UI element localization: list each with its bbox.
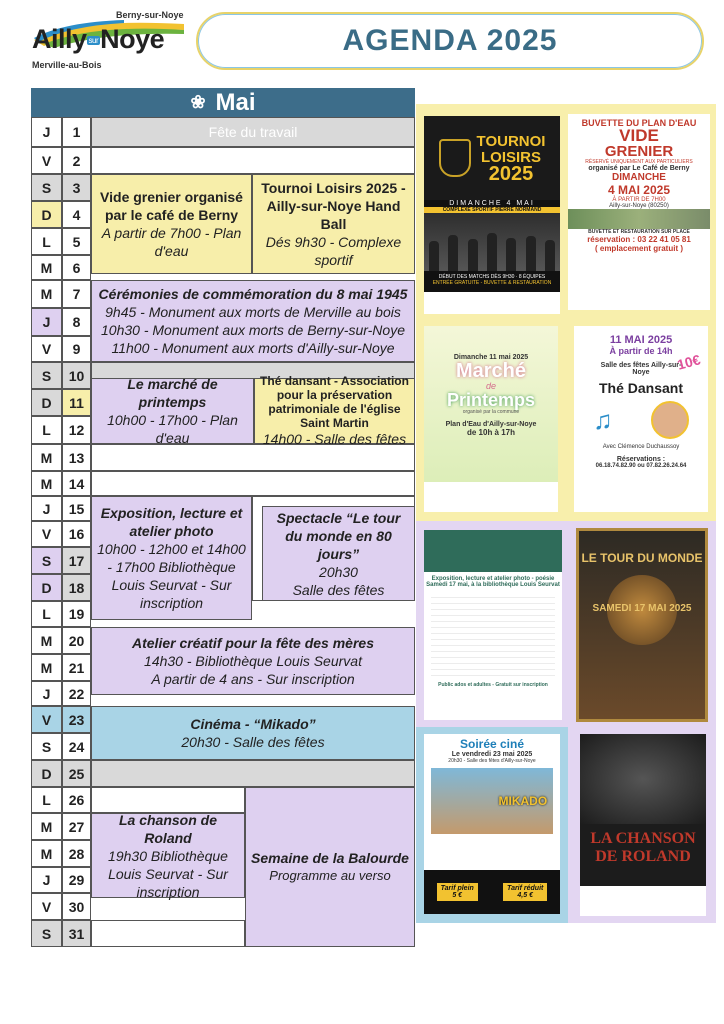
poster-text: Ailly-sur-Noye (80250): [609, 203, 669, 209]
lily-of-the-valley-icon: ❀: [190, 92, 206, 112]
poster-text: BUVETTE ET RESTAURATION SUR PLACE: [588, 229, 690, 235]
poster-tournoi[interactable]: TOURNOI LOISIRS 2025 DIMANCHE 4 MAI COMPLEXE SPORTIF PIERRE NORMAND DÉBUT DES MATCHS DÈS 9H30 · 8 ÉQUIPES ENTRÉE GRATUITE - BUVETTE & RESTAURATION: [424, 116, 560, 314]
poster-illustration: [574, 396, 708, 444]
event-line-2: A partir de 4 ans - Sur inscription: [151, 671, 355, 687]
poster-text: 5 €: [452, 892, 463, 899]
day-number: 23: [62, 706, 91, 733]
day-letter: J: [31, 681, 62, 706]
poster-text: À PARTIR DE 7H00: [612, 197, 666, 203]
event-detail: 10h00 - 17h00 - Plan d'eau: [107, 412, 238, 446]
poster-text: Avec Clémence Duchaussoy: [602, 444, 680, 450]
poster-text: TOURNOI: [476, 133, 546, 150]
poster-text: Soirée ciné: [459, 737, 525, 751]
poster-cinema[interactable]: [424, 734, 560, 914]
event-ceremonies: [91, 280, 415, 362]
poster-text-block: [431, 592, 555, 678]
day-letter: V: [31, 521, 62, 547]
poster-text: 4,5 €: [517, 892, 533, 899]
poster-text: Public ados et adultes - Gratuit sur inscription: [438, 682, 548, 688]
day-number: 11: [62, 389, 91, 416]
poster-text: organisé par la commune: [462, 409, 520, 415]
poster-text: Le vendredi 23 mai 2025: [451, 751, 533, 758]
poster-text: 11 MAI 2025: [609, 334, 673, 346]
poster-the-dansant[interactable]: [574, 326, 708, 512]
event-title: Atelier créatif pour la fête des mères: [132, 635, 374, 651]
poster-text: Salle des fêtes Ailly-sur-Noye: [600, 362, 682, 376]
event-the-dansant: [254, 374, 415, 447]
day-letter: S: [31, 362, 62, 389]
event-detail: 20h30 - Salle des fêtes: [181, 734, 325, 750]
day-letter: L: [31, 787, 62, 813]
day-letter: M: [31, 654, 62, 681]
row-day-26: [91, 787, 245, 813]
event-fete-travail: Fête du travail: [208, 124, 298, 140]
row-day-31: [91, 920, 245, 947]
day-letter: S: [31, 733, 62, 760]
day-letter: D: [31, 574, 62, 601]
event-tournoi: [252, 174, 415, 274]
poster-text: Printemps: [446, 390, 536, 410]
event-detail: Programme au verso: [269, 868, 391, 883]
event-detail: A partir de 7h00 - Plan d'eau: [101, 225, 242, 259]
day-number: 22: [62, 681, 91, 706]
poster-marche[interactable]: [424, 326, 558, 512]
day-number: 30: [62, 893, 91, 920]
day-letter: M: [31, 813, 62, 840]
day-letter: S: [31, 920, 62, 947]
page-title-box: [196, 12, 704, 70]
poster-text: 2025: [488, 163, 534, 185]
day-number: 21: [62, 654, 91, 681]
row-day-2: [91, 147, 415, 174]
event-detail: 14h00 - Salle des fêtes: [262, 431, 407, 447]
event-line-2: 10h30 - Monument aux morts de Berny-sur-Noye: [101, 322, 405, 338]
poster-vide-grenier[interactable]: [568, 114, 710, 310]
poster-text: LOISIRS: [480, 149, 541, 166]
poster-text: DIMANCHE: [612, 172, 666, 183]
poster-text: Plan d'Eau d'Ailly-sur-Noye: [445, 421, 537, 428]
day-number: 26: [62, 787, 91, 813]
day-letter: J: [31, 308, 62, 336]
poster-text: 4 MAI 2025: [607, 183, 671, 197]
poster-text: VIDE: [619, 126, 659, 145]
poster-text: 06.18.74.82.90 ou 07.82.26.24.64: [595, 463, 687, 469]
poster-text: COMPLEXE SPORTIF PIERRE NORMAND: [424, 207, 560, 213]
logo-name: Ailly surNoye: [32, 24, 165, 54]
day-number: 5: [62, 228, 91, 255]
poster-text: organisé par Le Café de Berny: [588, 165, 690, 172]
day-number: 10: [62, 362, 91, 389]
day-letter: M: [31, 280, 62, 308]
event-chanson: [91, 813, 245, 898]
poster-text: DÉBUT DES MATCHS DÈS 9H30: [438, 274, 515, 280]
event-title: Thé dansant - Association pour la préservation patrimoniale de l'église Saint Martin: [260, 374, 409, 430]
day-letter: J: [31, 496, 62, 521]
poster-tour-du-monde[interactable]: [576, 528, 708, 722]
event-marche: [91, 378, 254, 444]
poster-text: DIMANCHE 4 MAI: [449, 200, 535, 207]
poster-photo: [568, 209, 710, 229]
day-letter: S: [31, 547, 62, 574]
day-letter: M: [31, 255, 62, 280]
row-day-25: [91, 760, 415, 787]
event-line-3: 11h00 - Monument aux morts d'Ailly-sur-Noye: [111, 340, 395, 356]
event-line-1: 14h30 - Bibliothèque Louis Seurvat: [144, 653, 362, 669]
poster-text: À partir de 14h: [609, 346, 673, 356]
day-number: 7: [62, 280, 91, 308]
poster-exposition[interactable]: [424, 530, 562, 720]
day-number: 4: [62, 201, 91, 228]
day-number: 2: [62, 147, 91, 174]
poster-text: Thé Dansant: [598, 380, 683, 396]
event-balourde: [245, 787, 415, 947]
day-number: 16: [62, 521, 91, 547]
event-line-1: 20h30: [319, 563, 358, 580]
poster-header-image: [424, 530, 562, 572]
day-letter: M: [31, 627, 62, 654]
event-title: Le marché de printemps: [127, 376, 218, 410]
day-letter: M: [31, 840, 62, 867]
day-letter: L: [31, 416, 62, 444]
day-number: 13: [62, 444, 91, 471]
day-number: 24: [62, 733, 91, 760]
day-letter: V: [31, 706, 62, 733]
poster-text: Exposition, lecture et atelier photo - poésie: [431, 576, 555, 582]
poster-text: Tarif plein: [440, 885, 474, 892]
avatar: [651, 401, 689, 439]
day-number: 19: [62, 601, 91, 627]
day-letter: S: [31, 174, 62, 201]
poster-text: ( emplacement gratuit ): [594, 244, 683, 253]
day-number: 3: [62, 174, 91, 201]
poster-chanson-roland[interactable]: [580, 734, 706, 916]
event-exposition: [91, 496, 252, 620]
poster-text: LA CHANSON: [590, 830, 696, 847]
row-day-13: [91, 444, 415, 471]
day-number: 1: [62, 117, 91, 147]
day-letter: J: [31, 117, 62, 147]
poster-photo: [580, 734, 706, 824]
day-letter: L: [31, 601, 62, 627]
day-letter: V: [31, 893, 62, 920]
day-number: 27: [62, 813, 91, 840]
event-title: La chanson de Roland: [118, 811, 218, 846]
day-number: 18: [62, 574, 91, 601]
event-title: Spectacle “Le tour du monde en 80 jours”: [276, 509, 401, 562]
day-number: 20: [62, 627, 91, 654]
poster-footer: [424, 482, 558, 512]
event-spectacle: [262, 506, 415, 601]
day-number: 14: [62, 471, 91, 496]
poster-sponsors: [424, 292, 560, 314]
event-cinema: [91, 706, 415, 760]
day-letter: M: [31, 471, 62, 496]
logo: [28, 8, 188, 70]
event-title: Tournoi Loisirs 2025 - Ailly-sur-Noye Hand Ball: [261, 180, 406, 232]
day-number: 31: [62, 920, 91, 947]
poster-text: 20h30 - Salle des fêtes d'Ailly-sur-Noye: [448, 758, 536, 764]
poster-text: BUVETTE DU PLAN D'EAU: [581, 118, 697, 128]
event-detail: 10h00 - 12h00 et 14h00 - 17h00 Bibliothèque Louis Seurvat - Sur inscription: [97, 541, 246, 611]
day-number: 15: [62, 496, 91, 521]
month-header: [31, 88, 415, 117]
poster-text: Réservations :: [616, 456, 666, 463]
day-letter: J: [31, 867, 62, 893]
poster-text: ENTRÉE GRATUITE - BUVETTE & RESTAURATION: [432, 280, 552, 286]
poster-text: MIKADO: [498, 794, 548, 808]
day-number: 6: [62, 255, 91, 280]
day-number: 12: [62, 416, 91, 444]
day-number: 17: [62, 547, 91, 574]
poster-text: de 10h à 17h: [466, 428, 516, 437]
event-title: Cinéma - “Mikado”: [190, 716, 316, 732]
event-title: Cérémonies de commémoration du 8 mai 1945: [98, 286, 408, 302]
logo-bottom-text: Merville-au-Bois: [32, 60, 102, 70]
day-letter: M: [31, 444, 62, 471]
event-line-2: Salle des fêtes: [292, 581, 385, 598]
poster-text: LE TOUR DU MONDE: [581, 551, 703, 565]
poster-text: réservation : 03 22 41 05 81: [587, 235, 691, 244]
event-detail: Dés 9h30 - Complexe sportif: [265, 234, 402, 268]
page-title: AGENDA 2025: [342, 24, 558, 57]
day-letter: D: [31, 201, 62, 228]
day-letter: V: [31, 336, 62, 362]
poster-text: DE ROLAND: [595, 848, 691, 865]
event-vide-grenier: [91, 174, 252, 274]
event-title: Vide grenier organisé par le café de Berny: [100, 189, 243, 223]
event-atelier: [91, 627, 415, 695]
event-detail: 19h30 Bibliothèque Louis Seurvat - Sur inscription: [108, 847, 228, 900]
poster-footer: [580, 886, 706, 916]
poster-price: 10€: [674, 351, 702, 373]
dancers-icon: ♫: [593, 404, 613, 435]
event-line-1: 9h45 - Monument aux morts de Merville au bois: [105, 304, 401, 320]
poster-text: Tarif réduit: [507, 885, 544, 892]
poster-text: RÉSERVÉ UNIQUEMENT AUX PARTICULIERS: [585, 159, 693, 165]
poster-text: 8 ÉQUIPES: [518, 274, 546, 280]
event-title: Semaine de la Balourde: [251, 850, 409, 866]
day-number: 8: [62, 308, 91, 336]
event-title: Exposition, lecture et atelier photo: [100, 505, 243, 539]
poster-text: Dimanche 11 mai 2025: [453, 354, 529, 361]
day-number: 25: [62, 760, 91, 787]
day-number: 28: [62, 840, 91, 867]
month-name: Mai: [215, 88, 256, 116]
poster-text: GRENIER: [604, 143, 674, 160]
day-letter: D: [31, 389, 62, 416]
row-day-14: [91, 471, 415, 496]
day-number: 9: [62, 336, 91, 362]
poster-film-image: [431, 768, 553, 834]
handball-badge-icon: [439, 139, 471, 177]
poster-text: de: [485, 381, 496, 391]
poster-tarifs: [424, 870, 560, 914]
logo-top-text: Berny-sur-Noye: [116, 10, 184, 20]
day-letter: V: [31, 147, 62, 174]
day-letter: D: [31, 760, 62, 787]
poster-text: SAMEDI 17 MAI 2025: [592, 603, 692, 614]
day-number: 29: [62, 867, 91, 893]
poster-text: Marché: [455, 360, 527, 382]
day-letter: L: [31, 228, 62, 255]
poster-text: Samedi 17 mai, à la bibliothèque Louis Seurvat: [426, 582, 560, 588]
poster-team-photo: [424, 213, 560, 271]
